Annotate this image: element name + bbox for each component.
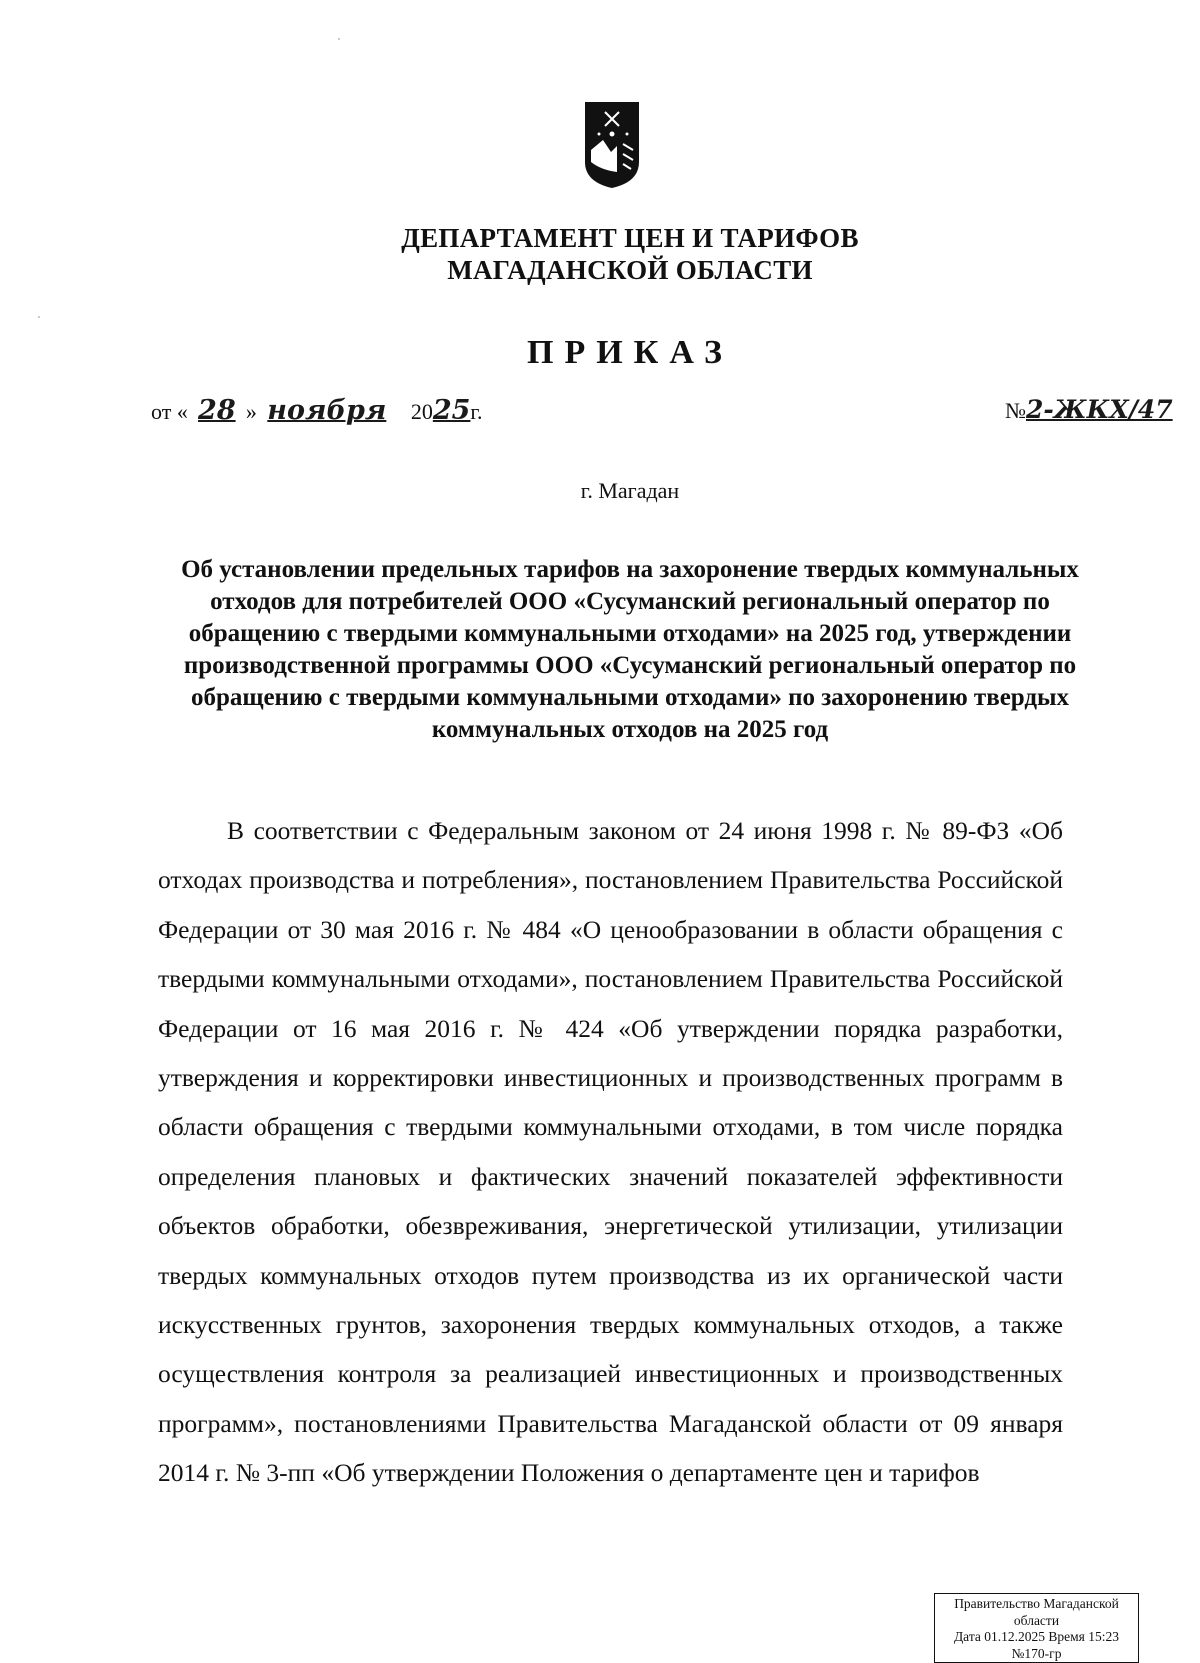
registration-stamp: [934, 1593, 1139, 1663]
stamp-line3: Дата 01.12.2025 Время 15:23: [953, 1629, 1120, 1644]
coat-of-arms-icon: [583, 100, 641, 190]
stamp-line1: Правительство Магаданской: [954, 1596, 1119, 1611]
order-number: [1005, 395, 1173, 424]
date-prefix: от «: [151, 399, 188, 424]
department-line1: ДЕПАРТАМЕНТ ЦЕН И ТАРИФОВ: [401, 223, 859, 253]
stamp-line4: №170-гр: [1011, 1645, 1062, 1661]
date-suffix: г.: [470, 399, 483, 424]
body-paragraph: В соответствии с Федеральным законом от 24 июня 1998 г. № 89-ФЗ «Об отходах производства и потребления», постановлением Правительства Российской Федерации от 30 мая 2016 г. № 484 «О ценообразовании в области обращения с твердыми коммунальными отходами», постановлением Правительства Российской Федерации от 16 мая 2016 г. № 424 «Об утверждении порядка разработки, утверждения и корректировки инвестиционных и производственных программ в области обращения с твердыми коммунальными отходами, в том числе порядка определения плановых и фактических значений показателей эффективности объектов обработки, обезвреживания, энергетической утилизации, утилизации твердых коммунальных отходов путем производства из их органической части искусственных грунтов, захоронения твердых коммунальных отходов, а также осуществления контроля за реализацией инвестиционных и производственных программ», постановлениями Правительства Магаданской области от 09 января 2014 г. № 3-пп «Об утверждении Положения о департаменте цен и тарифов: [158, 816, 1063, 1488]
city: г. Магадан: [580, 478, 680, 503]
date-year-prefix: 20: [410, 399, 433, 424]
number-value: 2-ЖКХ/47: [1026, 395, 1173, 424]
number-prefix: №: [1005, 398, 1026, 423]
document-type: ПРИКАЗ: [527, 334, 733, 371]
stamp-line2: области: [1013, 1612, 1060, 1628]
scan-speck: [338, 38, 340, 40]
department-name: [0, 222, 1200, 286]
date-month: ноября: [267, 395, 387, 426]
date-year-suffix: 25: [432, 395, 471, 426]
order-date: [151, 395, 482, 426]
date-mid: »: [245, 399, 257, 424]
scan-speck: [38, 316, 40, 318]
date-day: 28: [198, 395, 236, 426]
order-title: Об установлении предельных тарифов на захоронение твердых коммунальных отходов для потребителей ООО «Сусуманский региональный оператор по обращению с твердыми коммунальными отходами» на 2025 год, утверждении производственной программы ООО «Сусуманский региональный оператор по обращению с твердыми коммунальными отходами» по захоронению твердых коммунальных отходов на 2025 год: [181, 556, 1079, 743]
department-line2: МАГАДАНСКОЙ ОБЛАСТИ: [447, 255, 813, 285]
